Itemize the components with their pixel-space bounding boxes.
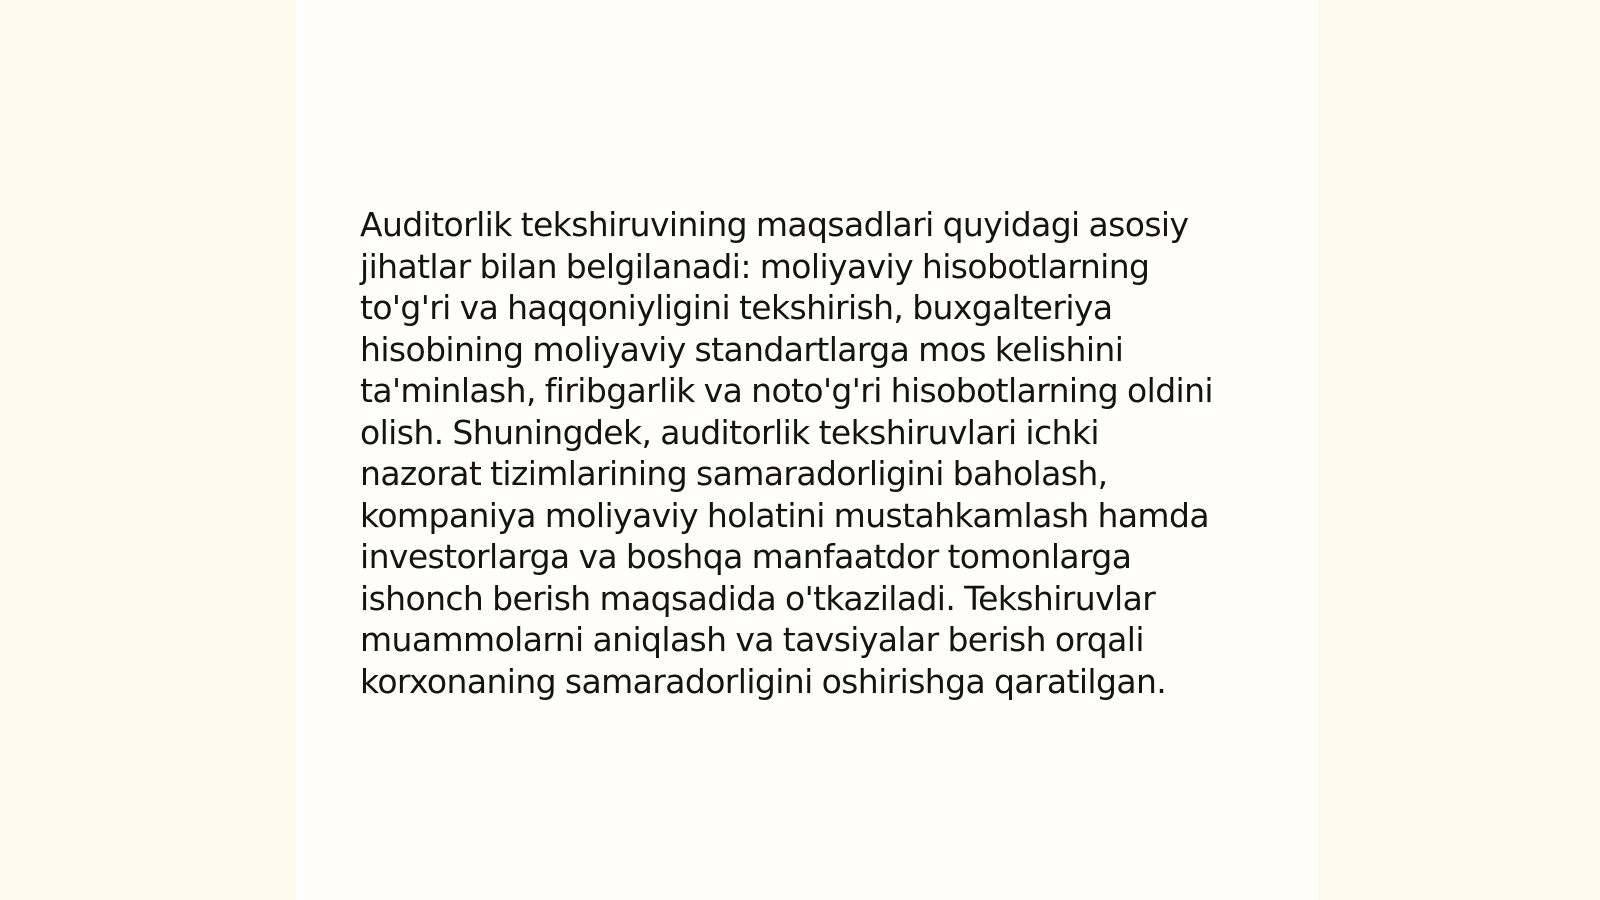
paragraph-line: to'g'ri va haqqoniyligini tekshirish, buxgalteriya (360, 288, 1113, 327)
paragraph-line: muammolarni aniqlash va tavsiyalar berish orqali (360, 620, 1144, 659)
paragraph-line: kompaniya moliyaviy holatini mustahkamlash hamda (360, 495, 1209, 535)
paragraph-line: hisobining moliyaviy standartlarga mos kelishini (360, 329, 1124, 369)
paragraph-line: investorlarga va boshqa manfaatdor tomonlarga (360, 537, 1132, 576)
paragraph-line: olish. Shuningdek, auditorlik tekshiruvlari ichki (360, 412, 1099, 452)
paragraph-line: jihatlar bilan belgilanadi: moliyaviy hisobotlarning (360, 246, 1150, 286)
slide-paragraph (360, 204, 1260, 702)
paragraph-line: korxonaning samaradorligini oshirishga qaratilgan. (360, 661, 1167, 701)
paragraph-line: ishonch berish maqsadida o'tkaziladi. Tekshiruvlar (360, 578, 1156, 618)
paragraph-line: Auditorlik tekshiruvining maqsadlari quyidagi asosiy (360, 205, 1189, 244)
slide (296, 0, 1318, 900)
paragraph-line: nazorat tizimlarining samaradorligini baholash, (360, 454, 1108, 493)
paragraph-line: ta'minlash, firibgarlik va noto'g'ri hisobotlarning oldini (360, 371, 1213, 410)
